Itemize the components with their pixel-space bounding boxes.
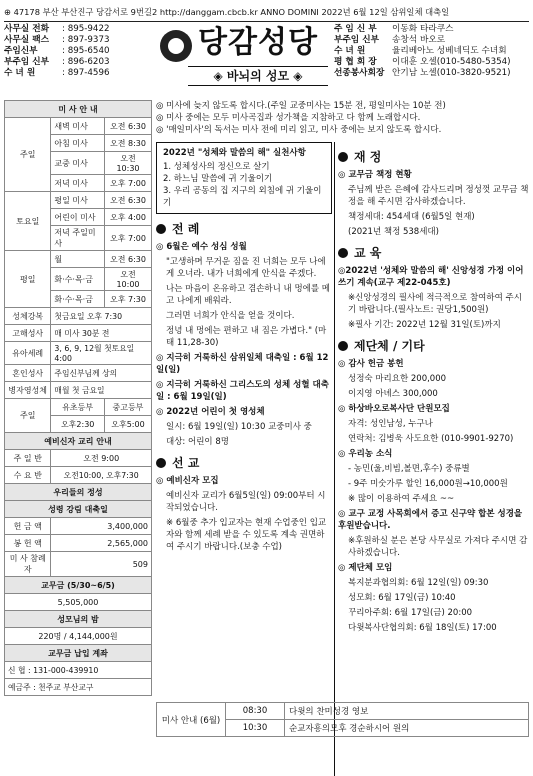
value: : 896-6203 (62, 57, 110, 67)
gift-value: 220명 / 4,144,000원 (5, 628, 152, 645)
notice-text: ◎ '매일미사'의 독서는 미사 전에 미리 읽고, 미사 중에는 보지 않도록 합시다. (156, 125, 442, 135)
jedan-text: 다윗복사단협의회: 6월 18일(토) 17:00 (348, 623, 497, 633)
special-label: 고해성사 (5, 325, 51, 342)
practice-item: 1. 성체성사의 정신으로 살기 (163, 162, 270, 172)
section-icon (156, 224, 166, 234)
left-column (4, 100, 152, 734)
mass-label: 새벽 미사 (51, 118, 105, 135)
jaejeong-text: 책정세대: 454세대 (6월5일 현재) (348, 212, 475, 222)
title-block (160, 24, 330, 96)
stat-label: 봉 헌 액 (5, 535, 51, 552)
mass-time: 오후 7:00 (104, 175, 151, 192)
item-heading: ◎2022년 '성체와 말씀의 해' 신앙성경 가정 이어쓰기 계속(교구 제22-045호) (338, 266, 524, 288)
label: 부주임 신부 (334, 35, 379, 45)
jedan-text: - 9주 미숫가루 할인 16,000원→10,000원 (348, 479, 508, 489)
bottom-label: 미사 안내 (6월) (157, 703, 226, 737)
label: 주 임 신 부 (334, 24, 377, 34)
seongyo-item (156, 475, 332, 487)
value: : 895-9422 (62, 24, 110, 34)
jaejeong-item (338, 169, 529, 181)
practice-box (156, 142, 332, 214)
total-title: 교무금 (5/30~6/5) (5, 577, 152, 594)
mass-schedule-table (4, 100, 152, 696)
section-icon (338, 152, 348, 162)
stat-label: 미 사 참례자 (5, 552, 51, 577)
label: 사무실 전화 (4, 24, 49, 34)
mass-time: 오전 8:30 (104, 135, 151, 152)
section-icon (338, 341, 348, 351)
mass-day: 평일 (5, 251, 51, 308)
stats-subtitle: 성령 강림 대축일 (5, 501, 152, 518)
gyoyuk-item (338, 265, 529, 289)
item-heading: ◎ 감사 헌금 봉헌 (338, 359, 404, 369)
account-title: 교무금 납입 계좌 (5, 645, 152, 662)
item-heading: ◎ 교무금 책정 현황 (338, 170, 412, 180)
account-line: 예금주 : 천주교 부산교구 (5, 679, 152, 696)
section-icon (156, 458, 166, 468)
stat-value: 2,565,000 (51, 535, 152, 552)
header (4, 24, 529, 96)
total-value: 5,505,000 (5, 594, 152, 611)
right-column (156, 100, 529, 734)
item-heading: ◎ 지극히 거룩하신 삼위일체 대축일 : 6월 12일(일) (156, 353, 329, 375)
jedan-text: 복지분과협의회: 6월 12일(일) 09:30 (348, 578, 489, 588)
catechumen-title: 예비신자 교리 안내 (5, 433, 152, 450)
special-label: 유아세례 (5, 342, 51, 365)
mass-time: 오전 6:30 (104, 192, 151, 209)
mass-label: 저녁 주일미사 (51, 226, 105, 251)
special-label: 혼인성사 (5, 365, 51, 382)
youth-day: 주일 (5, 399, 51, 433)
notice-text: ◎ 미사 중에는 모두 미사곡집과 성가책을 지참하고 다 함께 노래합시다. (156, 113, 421, 123)
bottom-text: 순교자흥의모후 경순하시어 원의 (285, 720, 529, 737)
jedan-item (338, 358, 529, 370)
mass-time: 오전 10:30 (104, 152, 151, 175)
jedan-item (338, 403, 529, 415)
item-heading: ◎ 지극히 거룩하신 그리스도의 성체 성혈 대축일 : 6월 19일(일) (156, 380, 329, 402)
bottom-mass-table (156, 702, 529, 776)
mass-label: 교중 미사 (51, 152, 105, 175)
gyoyuk-text: ※필사 기간: 2022년 12월 31일(토)까지 (348, 320, 501, 330)
item-heading: ◎ 2022년 어린이 첫 영성체 (156, 407, 265, 417)
label: 주임신부 (4, 46, 38, 56)
logo-icon (160, 30, 192, 62)
mass-time: 오전 6:30 (104, 251, 151, 268)
special-value: 3, 6, 9, 12월 첫토요일 4:00 (51, 342, 152, 365)
notice-text: ◎ 미사에 늦지 않도록 합시다.(주일 교중미사는 15분 전, 평일미사는 10분 전) (156, 101, 446, 111)
seongyo-text: 예비신자 교리가 6월5일(일) 09:00부터 시작되었습니다. (166, 491, 326, 513)
jedan-text: 연락처: 김병욱 사도요한 (010-9901-9270) (348, 434, 514, 444)
mass-label: 화·수·목·금 (51, 291, 105, 308)
youth-group: 유초등부 (51, 399, 105, 416)
col-right (338, 142, 529, 776)
jedan-text: 성정숙 마리요한 200,000 (348, 374, 447, 384)
item-heading: ◎ 6월은 예수 성심 성월 (156, 242, 247, 252)
account-line: 신 협 : 131-000-439910 (5, 662, 152, 679)
main (4, 100, 529, 734)
jedan-text: 자격: 성인남성, 누구나 (348, 419, 433, 429)
jedan-text: 이지영 아녜스 300,000 (348, 389, 438, 399)
notice-item (156, 112, 529, 124)
jeonrye-item (156, 379, 332, 403)
practice-item: 3. 우리 공동의 집 지구의 외침에 귀 기울이기 (163, 186, 322, 208)
jedan-text: ※후원하실 분은 본당 사무실로 가져다 주시면 감사하겠습니다. (348, 536, 528, 558)
jedan-item (338, 508, 529, 532)
gift-title: 성모님의 밤 (5, 611, 152, 628)
practice-item: 2. 하느님 말씀에 귀 기울이기 (163, 174, 273, 184)
special-value: 매 미사 30분 전 (51, 325, 152, 342)
top-info: ⊕ 47178 부산 부산진구 당감서로 9번길2 http://danggam.cbcb.kr ANNO DOMINI 2022년 6월 12일 삼위일체 대축일 (4, 4, 529, 22)
section-title: 재 정 (354, 150, 382, 164)
label: 사무실 팩스 (4, 35, 49, 45)
jeonrye-text: 일시: 6월 19일(일) 10:30 교중미사 중 (166, 422, 312, 432)
mass-label: 어린이 미사 (51, 209, 105, 226)
mass-day: 토요일 (5, 192, 51, 251)
jeonrye-item (156, 406, 332, 418)
value: : 897-4596 (62, 68, 110, 78)
label: 수 녀 원 (4, 68, 36, 78)
section-title: 전 례 (172, 222, 200, 236)
stat-value: 509 (51, 552, 152, 577)
catechumen-time: 오전10:00, 오후7:30 (51, 467, 152, 484)
catechumen-label: 수 요 반 (5, 467, 51, 484)
value: 이대훈 오셀(010-5480-5354) (392, 57, 511, 67)
mass-time: 오전 6:30 (104, 118, 151, 135)
youth-time: 오후2:30 (51, 416, 105, 433)
value: 율리베아노 성베네딕도 수녀회 (392, 46, 507, 56)
jeonrye-text: 정녕 내 멍에는 편하고 내 짐은 가볍다." (마태 11,28-30) (166, 326, 327, 348)
special-label: 성체강복 (5, 308, 51, 325)
stat-label: 헌 금 액 (5, 518, 51, 535)
section-jedan (338, 337, 529, 354)
item-heading: ◎ 우리농 소식 (338, 449, 393, 459)
item-heading: ◎ 하상바오로복사단 단원모집 (338, 404, 450, 414)
jedan-text: ※ 많이 이용하여 주세요 ~~ (348, 494, 455, 504)
special-label: 병자영성체 (5, 382, 51, 399)
section-title: 교 육 (354, 246, 382, 260)
item-heading: ◎ 제단체 모임 (338, 563, 393, 573)
section-seongyo (156, 454, 332, 471)
bottom-text: 다윗의 찬미성경 영보 (285, 703, 529, 720)
mass-day: 주일 (5, 118, 51, 192)
section-jaejeong (338, 148, 529, 165)
jeonrye-text: 대상: 어린이 8명 (166, 437, 229, 447)
label: 선종봉사회장 (334, 68, 385, 78)
seongyo-text: ※ 6월중 추가 입교자는 현재 수업중인 입교자와 함께 세례 받을 수 있도록 계속 권면하여 주시기 바랍니다.(보충 수업) (166, 518, 327, 552)
section-title: 선 교 (172, 456, 200, 470)
jeonrye-text: "고생하며 무거운 짐을 진 너희는 모두 나에게 오너라. 내가 너희에게 안식을 주겠다. (166, 257, 326, 279)
label: 평 협 회 장 (334, 57, 377, 67)
jedan-text: 성모회: 6월 17일(금) 10:40 (348, 593, 456, 603)
value: 송창석 바오로 (392, 35, 446, 45)
value: 안기남 노셀(010-3820-9521) (392, 68, 511, 78)
value: : 895-6540 (62, 46, 110, 56)
content-area (156, 142, 529, 742)
contact-left (4, 24, 154, 79)
jaejeong-text: (2021년 책정 538세대) (348, 227, 439, 237)
jedan-text: - 농민(울,비빔,볼면,후수) 중류별 (348, 464, 470, 474)
jaejeong-text: 주님께 받은 은혜에 감사드리며 정성껏 교무금 책정을 해 주시면 감사하겠습니다. (348, 185, 529, 207)
item-heading: ◎ 예비신자 모집 (156, 476, 219, 486)
mass-label: 아침 미사 (51, 135, 105, 152)
section-icon (338, 248, 348, 258)
jeonrye-item (156, 352, 332, 376)
section-title: 제단체 / 기타 (354, 339, 425, 353)
special-value: 매월 첫 금요일 (51, 382, 152, 399)
mass-label: 월 (51, 251, 105, 268)
catechumen-time: 오전 9:00 (51, 450, 152, 467)
practice-title: 2022년 "성체와 말씀의 해" 실천사항 (163, 148, 306, 158)
contact-right (334, 24, 529, 79)
stats-title: 우리들의 정성 (5, 484, 152, 501)
bulletin-title: 당감성당 (198, 25, 318, 60)
value: : 897-9373 (62, 35, 110, 45)
mass-time: 오후 4:00 (104, 209, 151, 226)
jedan-item (338, 448, 529, 460)
label: 수 녀 원 (334, 46, 366, 56)
section-jeonrye (156, 220, 332, 237)
special-value: 주임신부님께 상의 (51, 365, 152, 382)
notice-list (156, 100, 529, 136)
bottom-table (156, 702, 529, 737)
jedan-text: 꾸리아주회: 6월 17일(금) 20:00 (348, 608, 473, 618)
jeonrye-text: 나는 마음이 온유하고 겸손하니 내 멍에를 메고 나에게 배워라. (166, 284, 331, 306)
jedan-item (338, 562, 529, 574)
youth-group: 중고등부 (104, 399, 151, 416)
jeonrye-text: 그러면 너희가 안식을 얻을 것이다. (166, 311, 295, 321)
jeonrye-item (156, 241, 332, 253)
mass-label: 저녁 미사 (51, 175, 105, 192)
bottom-time: 10:30 (226, 720, 285, 737)
special-value: 첫금요일 오후 7:30 (51, 308, 152, 325)
mass-time: 오후 7:00 (104, 226, 151, 251)
mass-label: 평일 미사 (51, 192, 105, 209)
mass-title: 미 사 안 내 (5, 101, 152, 118)
column-divider (334, 142, 335, 776)
bulletin-subtitle: ◈ 바뇌의 성모 ◈ (188, 66, 328, 86)
stat-value: 3,400,000 (51, 518, 152, 535)
value: 이동화 타라쿠스 (392, 24, 454, 34)
youth-time: 오후5:00 (104, 416, 151, 433)
catechumen-label: 주 일 반 (5, 450, 51, 467)
notice-item (156, 124, 529, 136)
mass-time: 오전 10:00 (104, 268, 151, 291)
notice-item (156, 100, 529, 112)
gyoyuk-text: ※신앙성경의 필사에 적극적으로 참여하여 주시기 바랍니다.(필사노트: 권당1,500원) (348, 293, 522, 315)
item-heading: ◎ 교구 교정 사목회에서 증고 신구약 합본 성경을 후원받습니다. (338, 509, 523, 531)
label: 부주임 신부 (4, 57, 49, 67)
section-gyoyuk (338, 244, 529, 261)
col-left (156, 142, 332, 776)
mass-label: 화·수·목·금 (51, 268, 105, 291)
bottom-time: 08:30 (226, 703, 285, 720)
mass-time: 오후 7:30 (104, 291, 151, 308)
